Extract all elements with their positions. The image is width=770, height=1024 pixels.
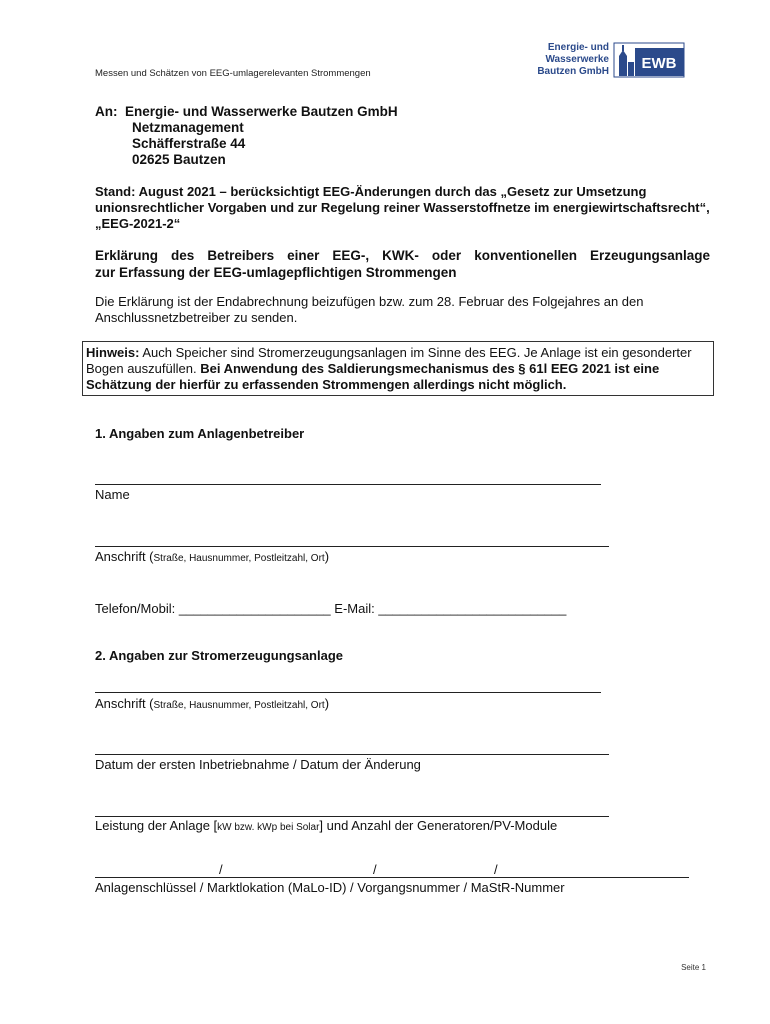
ewb-logo-mark-icon — [613, 42, 685, 78]
plant-address-field-line[interactable] — [95, 692, 601, 693]
section-2-title: 2. Angaben zur Stromerzeugungsanlage — [95, 648, 344, 663]
operator-address-field-line[interactable] — [95, 546, 609, 547]
intro-paragraph: Die Erklärung ist der Endabrechnung beizufügen bzw. zum 28. Februar des Folgejahres an den Anschlussnetzbetreiber zu senden. — [95, 294, 644, 325]
recipient-address — [95, 104, 398, 168]
phone-label: Telefon/Mobil: — [95, 601, 179, 616]
plant-address-label-start: Anschrift ( — [95, 696, 154, 711]
ids-label: Anlagenschlüssel / Marktlokation (MaLo-ID) / Vorgangsnummer / MaStR-Nummer — [95, 880, 565, 895]
commissioning-date-label: Datum der ersten Inbetriebnahme / Datum der Änderung — [95, 757, 421, 772]
recipient-prefix: An: — [95, 104, 118, 119]
operator-address-hint: Straße, Hausnummer, Postleitzahl, Ort — [153, 553, 325, 564]
hint-box — [82, 341, 714, 396]
ids-field-line[interactable] — [95, 877, 689, 878]
plant-address-label-end: ) — [324, 696, 330, 711]
power-label-start: Leistung der Anlage [ — [95, 818, 218, 833]
logo-abbr: EWB — [641, 55, 677, 72]
email-label: E-Mail: — [330, 601, 379, 616]
power-field-line[interactable] — [95, 816, 609, 817]
name-field-line[interactable] — [95, 484, 601, 485]
recipient-city: 02625 Bautzen — [132, 152, 226, 167]
logo-line-2: Wasserwerke — [545, 54, 609, 65]
hint-bold-text: Bei Anwendung des Saldierungsmechanismus des § 61l EEG 2021 ist eine Schätzung der hierfür zu erfassenden Strommengen allerdings nicht möglich. — [86, 361, 660, 392]
power-hint: kW bzw. kWp bei Solar — [217, 822, 320, 833]
version-statement: Stand: August 2021 – berücksichtigt EEG-Änderungen durch das „Gesetz zur Umsetzung unionsrechtlicher Vorgaben und zur Regelung reiner Wasserstoffnetze im energiewirtschaftsrecht“, „EEG-2021-2“ — [95, 184, 710, 231]
document-header-note: Messen und Schätzen von EEG-umlagerelevanten Strommengen — [95, 68, 371, 79]
hint-label: Hinweis: — [86, 345, 140, 360]
contact-line — [95, 601, 566, 616]
recipient-name: Energie- und Wasserwerke Bautzen GmbH — [125, 104, 398, 119]
phone-field[interactable]: _____________________ — [178, 601, 331, 616]
hint-text: Auch Speicher sind Stromerzeugungsanlagen im Sinne des EEG. Je Anlage ist ein gesonderter Bogen auszufüllen. — [86, 345, 692, 376]
ids-slash-2: / — [373, 862, 377, 877]
logo-line-3: Bautzen GmbH — [537, 66, 609, 77]
plant-address-label — [95, 696, 329, 711]
operator-address-label — [95, 549, 329, 564]
email-field[interactable]: __________________________ — [378, 601, 567, 616]
power-label — [95, 818, 557, 833]
recipient-name-line — [95, 104, 398, 120]
recipient-dept: Netzmanagement — [132, 120, 244, 135]
ewb-logo — [533, 42, 685, 82]
logo-wordmark — [533, 42, 609, 78]
page-number: Seite 1 — [681, 963, 706, 972]
plant-address-hint: Straße, Hausnummer, Postleitzahl, Ort — [153, 700, 325, 711]
ids-slash-3: / — [494, 862, 498, 877]
ids-slash-1: / — [219, 862, 223, 877]
declaration-title-line-1: Erklärung des Betreibers einer EEG-, KWK- oder konventionellen Erzeugungsanlage — [95, 248, 710, 263]
operator-address-label-start: Anschrift ( — [95, 549, 154, 564]
commissioning-date-field-line[interactable] — [95, 754, 609, 755]
declaration-title — [95, 247, 710, 281]
section-1-title: 1. Angaben zum Anlagenbetreiber — [95, 426, 305, 441]
declaration-title-line-2: zur Erfassung der EEG-umlagepflichtigen Strommengen — [95, 265, 457, 280]
logo-line-1: Energie- und — [547, 42, 609, 53]
recipient-street: Schäfferstraße 44 — [132, 136, 246, 151]
power-label-end: ] und Anzahl der Generatoren/PV-Module — [319, 818, 558, 833]
operator-address-label-end: ) — [324, 549, 330, 564]
name-label: Name — [95, 487, 130, 502]
